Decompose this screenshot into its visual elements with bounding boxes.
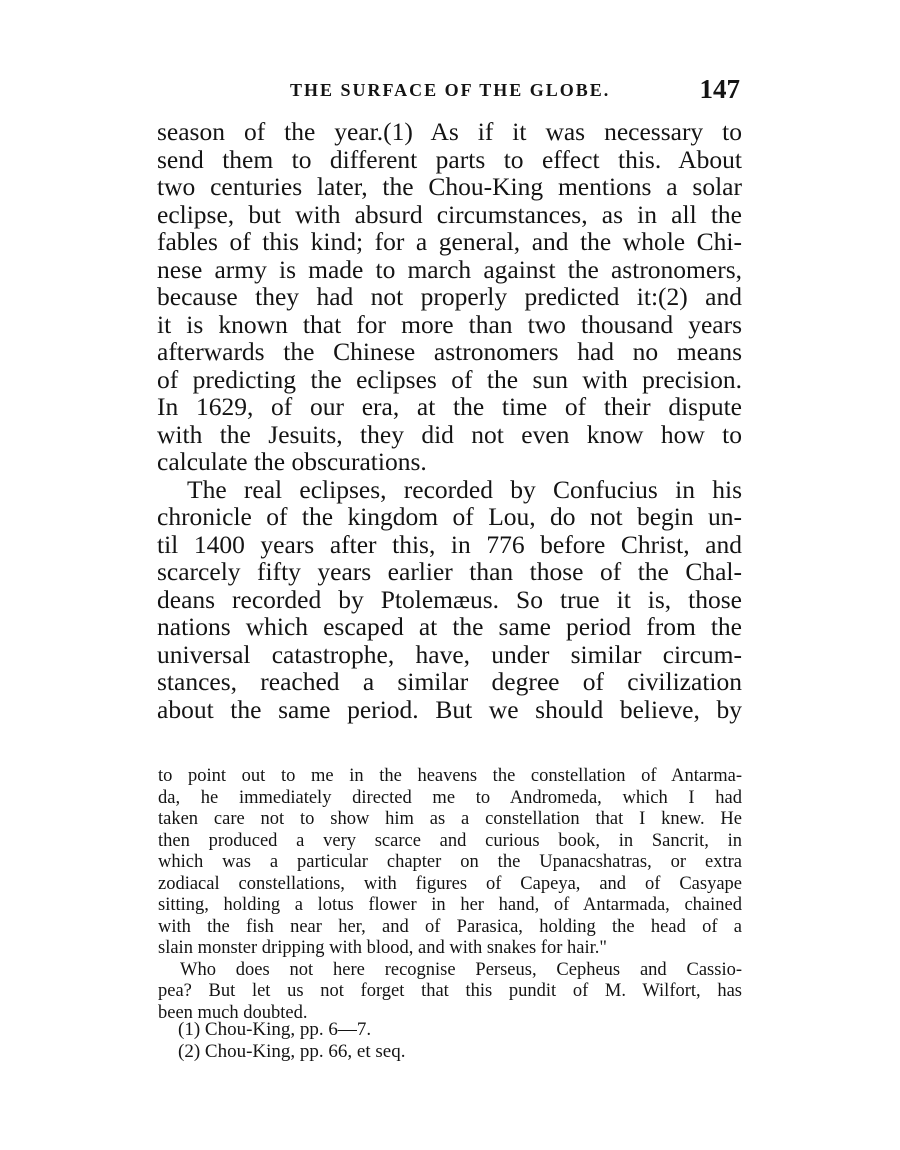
- text-line: nations which escaped at the same period from the: [157, 612, 742, 641]
- footnotes: [178, 1019, 578, 1062]
- note-line: with the fish near her, and of Parasica, holding the head of a: [158, 916, 742, 937]
- note-line: zodiacal constellations, with figures of Capeya, and of Casyape: [158, 873, 742, 894]
- text-line: fables of this kind; for a general, and the whole Chi-: [157, 227, 742, 256]
- text-line: chronicle of the kingdom of Lou, do not begin un-: [157, 502, 742, 531]
- text-line: of predicting the eclipses of the sun with precision.: [157, 364, 742, 394]
- text-line: about the same period. But we should believe, by: [157, 694, 742, 724]
- text-line: deans recorded by Ptolemæus. So true it is, those: [157, 584, 742, 614]
- note-line: taken care not to show him as a constellation that I knew. He: [158, 809, 742, 829]
- note-line: which was a particular chapter on the Upanacshatras, or extra: [158, 852, 742, 872]
- note-text: [158, 766, 742, 1024]
- note-line: sitting, holding a lotus flower in her hand, of Antarmada, chained: [158, 895, 742, 915]
- running-title: THE SURFACE OF THE GLOBE.: [290, 80, 611, 100]
- text-line: stances, reached a similar degree of civilization: [157, 667, 742, 696]
- note-line: then produced a very scarce and curious book, in Sancrit, in: [158, 830, 742, 851]
- text-line: The real eclipses, recorded by Confucius in his: [187, 474, 742, 504]
- note-line: to point out to me in the heavens the constellation of Antarma-: [158, 766, 742, 786]
- page-number: 147: [699, 74, 740, 104]
- text-line: it is known that for more than two thousand years: [157, 309, 742, 339]
- footnote: (1) Chou-King, pp. 6—7.: [178, 1019, 372, 1040]
- text-line: universal catastrophe, have, under similar circum-: [157, 639, 742, 669]
- text-line: because they had not properly predicted it:(2) and: [157, 282, 742, 311]
- text-line: with the Jesuits, they did not even know how to: [157, 419, 742, 449]
- text-line: afterwards the Chinese astronomers had no means: [157, 337, 742, 366]
- text-line: calculate the obscurations.: [157, 447, 427, 476]
- main-text: [157, 118, 742, 723]
- text-line: scarcely fifty years earlier than those of the Chal-: [157, 557, 742, 586]
- text-line: In 1629, of our era, at the time of their dispute: [157, 392, 742, 421]
- footnote: (2) Chou-King, pp. 66, et seq.: [178, 1040, 406, 1062]
- note-line: slain monster dripping with blood, and with snakes for hair.": [158, 938, 607, 958]
- text-line: send them to different parts to effect this. About: [157, 144, 742, 174]
- note-line: been much doubted.: [158, 1002, 308, 1023]
- note-line: pea? But let us not forget that this pundit of M. Wilfort, has: [158, 981, 742, 1001]
- text-line: eclipse, but with absurd circumstances, as in all the: [157, 199, 742, 229]
- text-line: til 1400 years after this, in 776 before Christ, and: [157, 529, 742, 559]
- text-line: nese army is made to march against the astronomers,: [157, 254, 742, 284]
- running-head: [158, 74, 740, 108]
- text-line: season of the year.(1) As if it was necessary to: [157, 117, 742, 146]
- note-line: da, he immediately directed me to Andromeda, which I had: [158, 787, 742, 808]
- note-line: Who does not here recognise Perseus, Cepheus and Cassio-: [180, 959, 742, 980]
- text-line: two centuries later, the Chou-King mentions a solar: [157, 172, 742, 201]
